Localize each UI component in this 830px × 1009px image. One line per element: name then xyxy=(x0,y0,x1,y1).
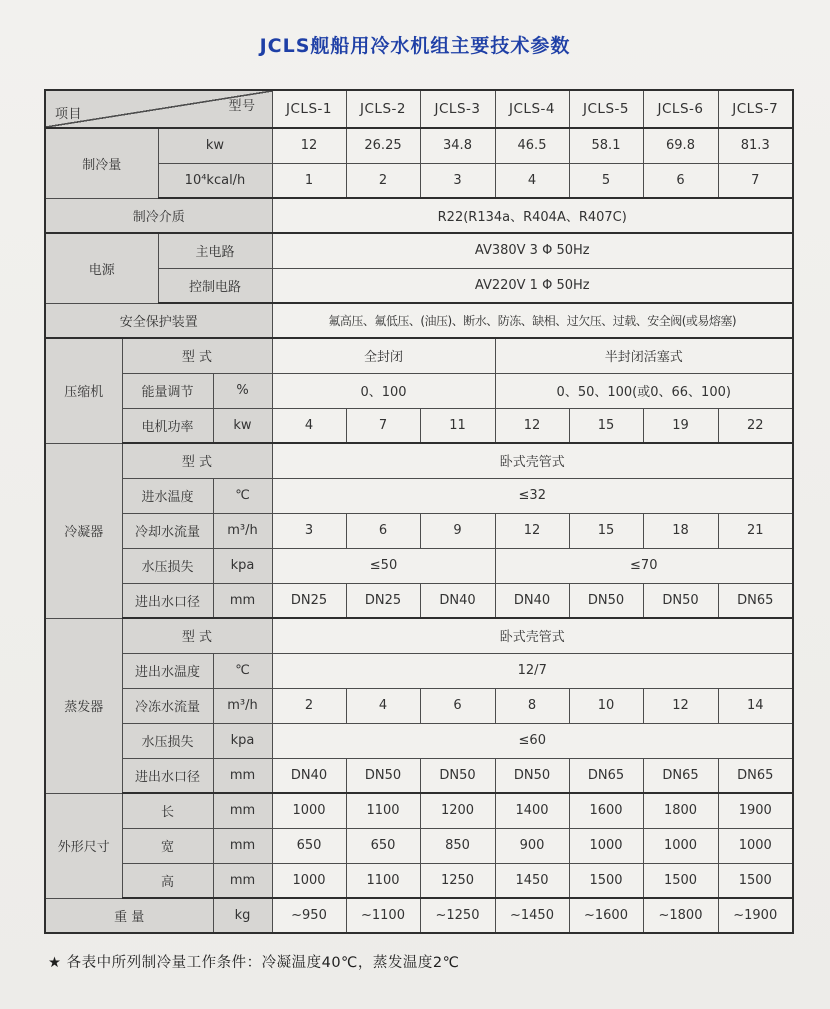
row-label: 宽 xyxy=(122,828,213,863)
value-cell: DN65 xyxy=(718,583,793,618)
value-cell: DN50 xyxy=(569,583,643,618)
value-cell: 58.1 xyxy=(569,128,643,163)
value-cell: DN40 xyxy=(420,583,495,618)
table-row xyxy=(45,793,793,828)
value-cell: 9 xyxy=(420,513,495,548)
table-row xyxy=(45,513,793,548)
table-row xyxy=(45,723,793,758)
value-cell: DN50 xyxy=(420,758,495,793)
row-label: 型 式 xyxy=(122,338,272,373)
value-cell: AV380V 3 Φ 50Hz xyxy=(272,233,793,268)
value-cell: 12 xyxy=(272,128,346,163)
row-label: 重 量 xyxy=(45,898,213,933)
value-cell: 1200 xyxy=(420,793,495,828)
value-cell: DN40 xyxy=(272,758,346,793)
value-cell: ~1250 xyxy=(420,898,495,933)
table-row xyxy=(45,583,793,618)
row-label: 冷凝器 xyxy=(45,443,122,618)
value-cell: 1250 xyxy=(420,863,495,898)
value-cell: 1500 xyxy=(569,863,643,898)
value-cell: 卧式壳管式 xyxy=(272,618,793,653)
value-cell: 1100 xyxy=(346,863,420,898)
value-cell: ~1900 xyxy=(718,898,793,933)
row-label: mm xyxy=(213,583,272,618)
value-cell: 半封闭活塞式 xyxy=(495,338,793,373)
value-cell: 6 xyxy=(346,513,420,548)
value-cell: 22 xyxy=(718,408,793,443)
row-label: 进水温度 xyxy=(122,478,213,513)
value-cell: 18 xyxy=(643,513,718,548)
value-cell: DN50 xyxy=(346,758,420,793)
row-label: 主电路 xyxy=(158,233,272,268)
row-label: kpa xyxy=(213,548,272,583)
value-cell: DN65 xyxy=(718,758,793,793)
value-cell: 26.25 xyxy=(346,128,420,163)
value-cell: ≤70 xyxy=(495,548,793,583)
model-header: JCLS-4 xyxy=(495,90,569,128)
value-cell: 1000 xyxy=(569,828,643,863)
value-cell: 1900 xyxy=(718,793,793,828)
row-label: 安全保护装置 xyxy=(45,303,272,338)
table-row xyxy=(45,478,793,513)
value-cell: 11 xyxy=(420,408,495,443)
row-label: kw xyxy=(158,128,272,163)
value-cell: 6 xyxy=(420,688,495,723)
value-cell: ~1100 xyxy=(346,898,420,933)
value-cell: 69.8 xyxy=(643,128,718,163)
value-cell: 1600 xyxy=(569,793,643,828)
value-cell: 全封闭 xyxy=(272,338,495,373)
table-row xyxy=(45,653,793,688)
value-cell: 1450 xyxy=(495,863,569,898)
model-header: JCLS-2 xyxy=(346,90,420,128)
value-cell: 46.5 xyxy=(495,128,569,163)
row-label: 型 式 xyxy=(122,443,272,478)
value-cell: DN25 xyxy=(346,583,420,618)
value-cell: AV220V 1 Φ 50Hz xyxy=(272,268,793,303)
value-cell: 4 xyxy=(346,688,420,723)
value-cell: 1800 xyxy=(643,793,718,828)
model-header: JCLS-7 xyxy=(718,90,793,128)
table-row xyxy=(45,898,793,933)
table-row xyxy=(45,233,793,268)
row-label: 冷却水流量 xyxy=(122,513,213,548)
model-header: JCLS-5 xyxy=(569,90,643,128)
table-row xyxy=(45,268,793,303)
value-cell: 1000 xyxy=(272,863,346,898)
value-cell: DN40 xyxy=(495,583,569,618)
item-model-diagonal-cell xyxy=(45,90,272,128)
table-row xyxy=(45,828,793,863)
value-cell: 0、50、100(或0、66、100) xyxy=(495,373,793,408)
value-cell: 900 xyxy=(495,828,569,863)
value-cell: ~1600 xyxy=(569,898,643,933)
value-cell: 3 xyxy=(272,513,346,548)
row-label: 高 xyxy=(122,863,213,898)
table-row xyxy=(45,618,793,653)
value-cell: ≤32 xyxy=(272,478,793,513)
row-label: 长 xyxy=(122,793,213,828)
model-header: JCLS-1 xyxy=(272,90,346,128)
value-cell: 4 xyxy=(272,408,346,443)
value-cell: ≤50 xyxy=(272,548,495,583)
row-label: mm xyxy=(213,828,272,863)
table-row xyxy=(45,373,793,408)
value-cell: 8 xyxy=(495,688,569,723)
spec-table-body xyxy=(45,90,793,933)
row-label: ℃ xyxy=(213,478,272,513)
row-label: mm xyxy=(213,863,272,898)
table-row xyxy=(45,303,793,338)
value-cell: DN50 xyxy=(495,758,569,793)
value-cell: 2 xyxy=(272,688,346,723)
table-row xyxy=(45,548,793,583)
row-label: kg xyxy=(213,898,272,933)
table-row xyxy=(45,443,793,478)
value-cell: 3 xyxy=(420,163,495,198)
table-row xyxy=(45,128,793,163)
row-label: 能量调节 xyxy=(122,373,213,408)
value-cell: 7 xyxy=(718,163,793,198)
item-label: 项目 xyxy=(55,107,83,122)
value-cell: 19 xyxy=(643,408,718,443)
row-label: m³/h xyxy=(213,513,272,548)
model-label: 型号 xyxy=(228,99,256,114)
value-cell: ~1800 xyxy=(643,898,718,933)
value-cell: 12 xyxy=(495,513,569,548)
value-cell: 2 xyxy=(346,163,420,198)
row-label: m³/h xyxy=(213,688,272,723)
value-cell: 650 xyxy=(346,828,420,863)
value-cell: DN25 xyxy=(272,583,346,618)
value-cell: 12 xyxy=(495,408,569,443)
table-row xyxy=(45,163,793,198)
value-cell: 1000 xyxy=(272,793,346,828)
value-cell: 15 xyxy=(569,513,643,548)
value-cell: R22(R134a、R404A、R407C) xyxy=(272,198,793,233)
row-label: 电源 xyxy=(45,233,158,303)
row-label: % xyxy=(213,373,272,408)
value-cell: ~1450 xyxy=(495,898,569,933)
row-label: 型 式 xyxy=(122,618,272,653)
row-label: 水压损失 xyxy=(122,723,213,758)
row-label: mm xyxy=(213,793,272,828)
table-row xyxy=(45,198,793,233)
value-cell: 21 xyxy=(718,513,793,548)
value-cell: 1400 xyxy=(495,793,569,828)
row-label: 进出水口径 xyxy=(122,758,213,793)
value-cell: 1500 xyxy=(718,863,793,898)
value-cell: 12/7 xyxy=(272,653,793,688)
row-label: 进出水口径 xyxy=(122,583,213,618)
value-cell: 1 xyxy=(272,163,346,198)
value-cell: 卧式壳管式 xyxy=(272,443,793,478)
row-label: 控制电路 xyxy=(158,268,272,303)
page-title: JCLS舰船用冷水机组主要技术参数 xyxy=(259,35,571,57)
table-row xyxy=(45,688,793,723)
row-label: 电机功率 xyxy=(122,408,213,443)
row-label: 压缩机 xyxy=(45,338,122,443)
value-cell: 7 xyxy=(346,408,420,443)
table-row xyxy=(45,408,793,443)
table-row xyxy=(45,863,793,898)
row-label: 制冷介质 xyxy=(45,198,272,233)
model-header: JCLS-3 xyxy=(420,90,495,128)
row-label: 制冷量 xyxy=(45,128,158,198)
value-cell: 1000 xyxy=(643,828,718,863)
table-row xyxy=(45,90,793,128)
value-cell: ~950 xyxy=(272,898,346,933)
footnote: ★ 各表中所列制冷量工作条件：冷凝温度40℃，蒸发温度2℃ xyxy=(48,955,460,971)
row-label: 外形尺寸 xyxy=(45,793,122,898)
value-cell: DN50 xyxy=(643,583,718,618)
value-cell: 0、100 xyxy=(272,373,495,408)
row-label: 进出水温度 xyxy=(122,653,213,688)
value-cell: 氟高压、氟低压、(油压)、断水、防冻、缺相、过欠压、过载、安全阀(或易熔塞) xyxy=(272,303,793,338)
value-cell: ≤60 xyxy=(272,723,793,758)
row-label: 蒸发器 xyxy=(45,618,122,793)
value-cell: 850 xyxy=(420,828,495,863)
value-cell: 81.3 xyxy=(718,128,793,163)
row-label: ℃ xyxy=(213,653,272,688)
value-cell: 6 xyxy=(643,163,718,198)
value-cell: 14 xyxy=(718,688,793,723)
table-row xyxy=(45,758,793,793)
value-cell: DN65 xyxy=(569,758,643,793)
value-cell: 5 xyxy=(569,163,643,198)
model-header: JCLS-6 xyxy=(643,90,718,128)
value-cell: 12 xyxy=(643,688,718,723)
row-label: kpa xyxy=(213,723,272,758)
table-row xyxy=(45,338,793,373)
row-label: 水压损失 xyxy=(122,548,213,583)
value-cell: 1000 xyxy=(718,828,793,863)
spec-table xyxy=(44,89,794,934)
row-label: kw xyxy=(213,408,272,443)
value-cell: 34.8 xyxy=(420,128,495,163)
value-cell: 1500 xyxy=(643,863,718,898)
value-cell: 4 xyxy=(495,163,569,198)
row-label: 冷冻水流量 xyxy=(122,688,213,723)
row-label: mm xyxy=(213,758,272,793)
row-label: 10⁴kcal/h xyxy=(158,163,272,198)
value-cell: DN65 xyxy=(643,758,718,793)
value-cell: 15 xyxy=(569,408,643,443)
value-cell: 10 xyxy=(569,688,643,723)
value-cell: 650 xyxy=(272,828,346,863)
value-cell: 1100 xyxy=(346,793,420,828)
